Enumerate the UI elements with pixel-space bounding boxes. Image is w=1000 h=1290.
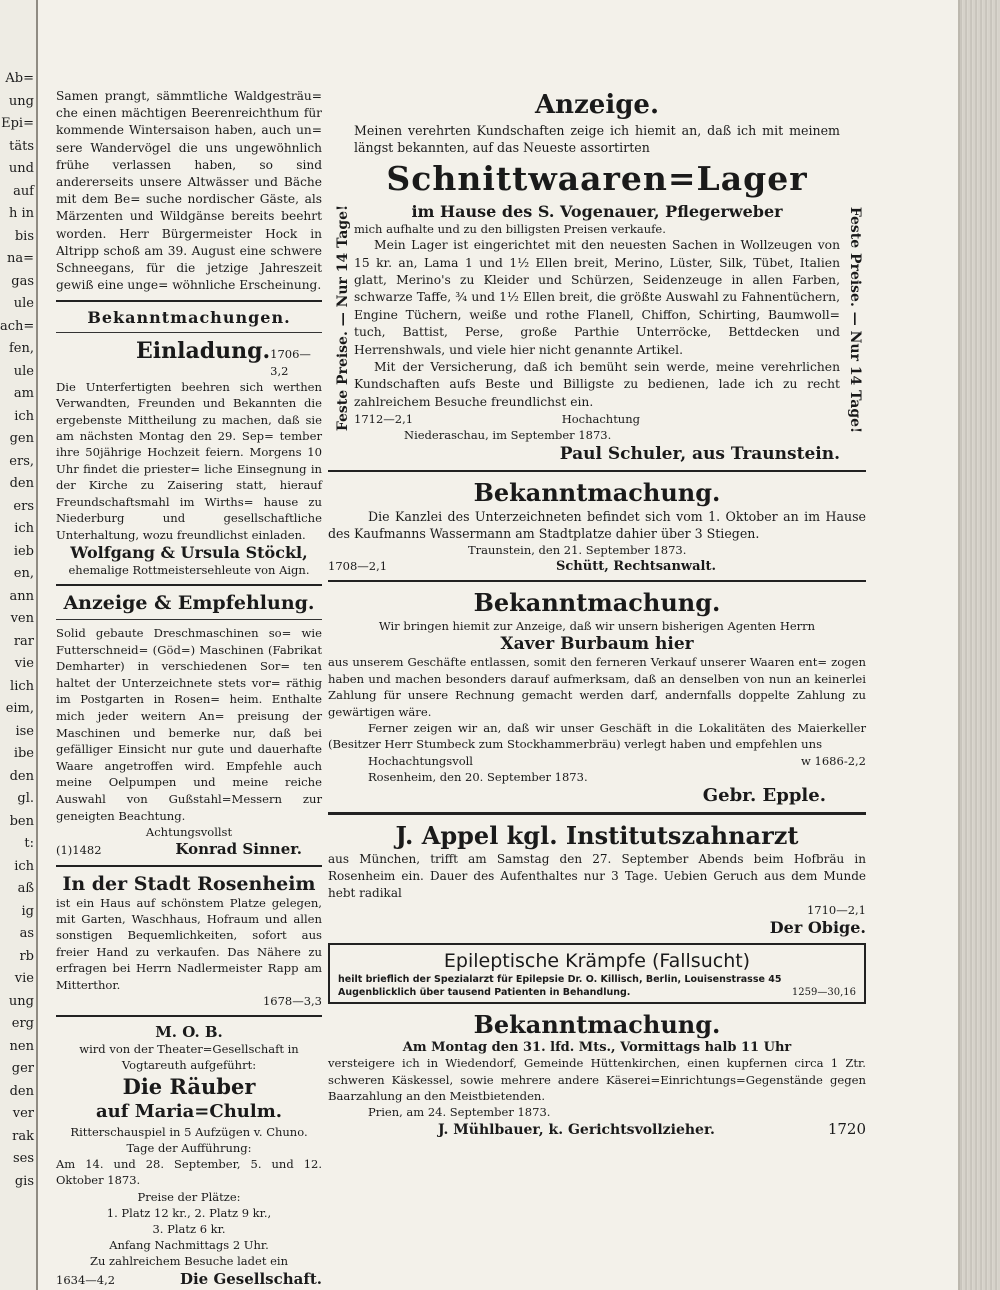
theater-prices: 3. Platz 6 kr.: [152, 1221, 226, 1236]
ad6-text: versteigere ich in Wiedendorf, Gemeinde Hüttenkirchen, einen kupfernen circa 1 Ztr. schweren Käskessel, sowie mehrere andere Käserei=Einrichtungs=Gegenstände gegen Baarzahlung an den Meistbietenden.: [328, 1056, 866, 1103]
ref-number: 1634—4,2: [56, 1272, 116, 1287]
ref-number: 1706—3,2: [270, 347, 311, 378]
theater-ad: [56, 1023, 322, 1287]
anzeige-text: Solid gebaute Dreschmaschinen so= wie Futterschneid= (Göd=) Maschinen (Fabrikat Demharter) in verschiedenen Sor= ten haltet der Unterzeichnete stets vor= räthig im Postgarten in Rosen= heim. Enthalte mich jeder weitern An= preisung der Maschinen und bemerke nur, daß bei gefälliger Einsicht nur gute und dauerhafte Waare angetroffen wird. Empfehle auch meine Oelpumpen und meine reiche Auswahl von Gußstahl=Messern zur geneigten Beachtung.: [56, 626, 322, 823]
section-title: Bekanntmachungen.: [87, 308, 291, 328]
ad3-line: Wir bringen hiemit zur Anzeige, daß wir unsern bisherigen Agenten Herrn: [378, 619, 816, 634]
einladung-title: Einladung.: [136, 338, 271, 365]
einladung-ad: [56, 338, 322, 578]
ad3-closing: Hochachtungsvoll: [368, 753, 473, 768]
ad1-line: mich aufhalte und zu den billigsten Preisen verkaufe.: [354, 222, 666, 236]
divider: [56, 300, 322, 302]
stadt-ad: [56, 873, 322, 1010]
einladung-text: Die Unterfertigten beehren sich werthen Verwandten, Freunden und Bekannten die ergebenste Mittheilung zu machen, daß sie am nächsten Montag den 29. Sep= tember ihre 50jährige Hochzeit feiern. Morgens 10 Uhr findet die priester= liche Einsegnung in der Kirche zu Zaisering statt, hierauf Freundschaftsmahl im Wirths= hause zu Niederburg und gesellschaftliche Unterhaltung, wozu freundlichst einladen.: [56, 379, 322, 542]
epilepsie-ad: [328, 943, 866, 1004]
previous-page-edge: [0, 0, 38, 1290]
divider: [328, 470, 866, 472]
ad2-sign: Schütt, Rechtsanwalt.: [556, 558, 716, 574]
divider: [56, 584, 322, 586]
play-title: Die Räuber: [122, 1073, 256, 1099]
ad3-date: Rosenheim, den 20. September 1873.: [368, 769, 588, 784]
ad6-date: Prien, am 24. September 1873.: [368, 1104, 551, 1119]
stadt-text: ist ein Haus auf schönstem Platze gelegen, mit Garten, Waschhaus, Hofraum und allen sonstigen Bequemlichkeiten, sofort aus freier Hand zu verkaufen. Das Nähere zu erfragen bei Herrn Nadlermeister Rapp am Mitterthor.: [56, 895, 322, 992]
book-edge: [958, 0, 1000, 1290]
zahnarzt-ad: [328, 821, 866, 937]
ad2-text: Die Kanzlei des Unterzeichneten befindet sich vom 1. Oktober an im Hause des Kaufmanns Wassermann am Stadtplatze dahier über 3 Stiegen.: [328, 508, 866, 541]
ref-number: 1710—2,1: [806, 903, 866, 918]
ad4-text: aus München, trifft am Samstag den 27. September Abends beim Hofbräu in Rosenheim ein. Dauer des Aufenthaltes nur 3 Tage. Uebien Geruch aus dem Munde hebt radikal: [328, 852, 866, 901]
schnittwaaren-ad: [328, 88, 866, 464]
intro-text: Samen prangt, sämmtliche Waldgesträu= che einen mächtigen Beerenreichthum für kommende Wintersaison haben, auch un= sere Wandervögel die uns ungewöhnlich frühe verlassen haben, so sind andererseits unsere Altwässer und Bäche mit dem Be= suche nordischer Gäste, als Märzenten und Wildgänse bereits beehrt worden. Herr Bürgermeister Hock in Altripp schoß am 39. August eine schwere Schneegans, für die jetzige Jahreszeit gewiß eine unge= wöhnliche Erscheinung.: [56, 89, 322, 293]
divider: [56, 619, 322, 620]
side-banner-text: Feste Preise. — Nur 14 Tage!: [847, 206, 863, 434]
ad4-title: J. Appel kgl. Institutszahnarzt: [395, 821, 799, 851]
anzeige-name: Konrad Sinner.: [175, 840, 302, 859]
previous-page-text: Ab= ung Epi= täts und auf h in bis na= gas ule ach= fen, ule am ich gen ers, den ers ich ieb en, ann ven rar vie lich eim, ise ibe den gl. ben t: ich aß ig as rb vie ung erg nen ger den ver rak ses gis: [0, 71, 35, 1189]
divider: [56, 332, 322, 333]
ad4-sign: Der Obige.: [769, 918, 866, 938]
theater-line: Vogtareuth aufgeführt:: [121, 1058, 257, 1073]
ad2-title: Bekanntmachung.: [473, 477, 721, 507]
ad1-place: im Hause des S. Vogenauer, Pflegerweber: [411, 202, 783, 221]
ad1-text2: Mit der Versicherung, daß ich bemüht sein werde, meine verehrlichen Kundschaften aufs Beste und Billigste zu bedienen, lade ich zu recht zahlreichem Besuche freundlichst ein.: [354, 360, 840, 409]
ad2-date: Traunstein, den 21. September 1873.: [468, 542, 687, 557]
einladung-sub: ehemalige Rottmeistersehleute von Aign.: [68, 562, 310, 577]
ref-number: 1712—2,1: [354, 412, 414, 427]
theater-prices: 1. Platz 12 kr., 2. Platz 9 kr.,: [106, 1205, 272, 1220]
ref-number: (1)1482: [56, 843, 102, 858]
ad3-name: Xaver Burbaum hier: [500, 634, 694, 655]
theater-line: wird von der Theater=Gesellschaft in: [79, 1042, 299, 1057]
ad6-title: Bekanntmachung.: [473, 1010, 721, 1040]
versteigerung-ad: [328, 1010, 866, 1138]
ad5-line: Augenblicklich über tausend Patienten in Behandlung.: [338, 987, 631, 999]
ad1-text: Mein Lager ist eingerichtet mit den neuesten Sachen in Wollzeugen von 15 kr. an, Lama 1 und 1½ Ellen breit, Merino, Lüster, Silk, Tübet, Italien glatt, Merino's zu Kleider und Schürzen, Seidenzeuge in allen Farben, schwarze Taffe, ¾ und 1½ Ellen breit, die größte Auswahl zu Fahnentüchern, Engine Tüchern, weiße und rothe Flanell, Chiffon, Schirting, Baumwoll= tuch, Battist, Perse, große Parthie Unterröcke, Bettdecken und Herrenshwals, und viele hier nicht genannte Artikel.: [354, 238, 840, 357]
ref-number: w 1686-2,2: [801, 753, 866, 768]
ad1-closing: Hochachtung: [561, 412, 640, 427]
ad6-line: Am Montag den 31. lfd. Mts., Vormittags halb 11 Uhr: [402, 1040, 792, 1056]
ref-number: 1678—3,3: [262, 994, 322, 1009]
stadt-title: In der Stadt Rosenheim: [62, 872, 316, 895]
ad5-line: heilt brieflich der Spezialarzt für Epilepsie Dr. O. Killisch, Berlin, Louisenstrasse 45: [338, 974, 782, 986]
dreschmaschinen-ad: [56, 592, 322, 859]
ad3-title: Bekanntmachung.: [473, 588, 721, 618]
divider: [56, 1015, 322, 1017]
theater-sign: Die Gesellschaft.: [179, 1269, 322, 1288]
divider: [328, 812, 866, 815]
ad3-text: aus unserem Geschäfte entlassen, somit den ferneren Verkauf unserer Waaren ent= zogen haben und machen besonders darauf aufmerksam, daß an denselben von nun an keinerlei Zahlung für unsere Rechnung gemacht werden darf, andernfalls doppelte Zahlung zu gewärtigen wäre.: [328, 655, 866, 719]
ad3-text2: Ferner zeigen wir an, daß wir unser Geschäft in die Lokalitäten des Maierkeller (Besitzer Herr Stumbeck zum Stockhammerbräu) verlegt haben und empfehlen uns: [328, 720, 866, 752]
ad1-sign: Paul Schuler, aus Traunstein.: [559, 443, 840, 464]
ref-number: 1708—2,1: [328, 558, 388, 573]
ad3-sign: Gebr. Epple.: [702, 785, 826, 807]
theater-prices-heading: Preise der Plätze:: [137, 1189, 241, 1204]
theater-genre: Ritterschauspiel in 5 Aufzügen v. Chuno.: [70, 1124, 308, 1139]
kanzlei-ad: [328, 478, 866, 574]
ref-number: 1259—30,16: [791, 987, 856, 999]
divider: [56, 865, 322, 867]
right-column: [328, 88, 866, 1138]
theater-invite: Zu zahlreichem Besuche ladet ein: [90, 1254, 288, 1269]
theater-title: M. O. B.: [155, 1023, 223, 1042]
einladung-names: Wolfgang & Ursula Stöckl,: [70, 542, 308, 562]
play-subtitle: auf Maria=Chulm.: [95, 1100, 283, 1122]
anzeige-title: Anzeige & Empfehlung.: [63, 592, 315, 615]
theater-days: Am 14. und 28. September, 5. und 12. Oktober 1873.: [56, 1157, 322, 1188]
divider: [328, 580, 866, 582]
side-banner-text: Feste Preise. — Nur 14 Tage!: [335, 204, 351, 432]
ad1-intro: Meinen verehrten Kundschaften zeige ich hiemit an, daß ich mit meinem längst bekannten, auf das Neueste assortirten: [354, 123, 840, 155]
burbaum-ad: [328, 588, 866, 806]
ad5-title: Epileptische Krämpfe (Fallsucht): [443, 950, 751, 973]
theater-start: Anfang Nachmittags 2 Uhr.: [109, 1238, 269, 1253]
page-number: 1720: [827, 1120, 866, 1139]
ad6-sign: J. Mühlbauer, k. Gerichtsvollzieher.: [438, 1122, 715, 1139]
ad1-big-title: Schnittwaaren=Lager: [386, 159, 808, 198]
left-column: [56, 88, 322, 1288]
ad1-title: Anzeige.: [534, 90, 660, 120]
theater-days-heading: Tage der Aufführung:: [126, 1140, 252, 1155]
anzeige-closing: Achtungsvollst: [145, 825, 233, 840]
ad1-place-date: Niederaschau, im September 1873.: [404, 428, 612, 443]
